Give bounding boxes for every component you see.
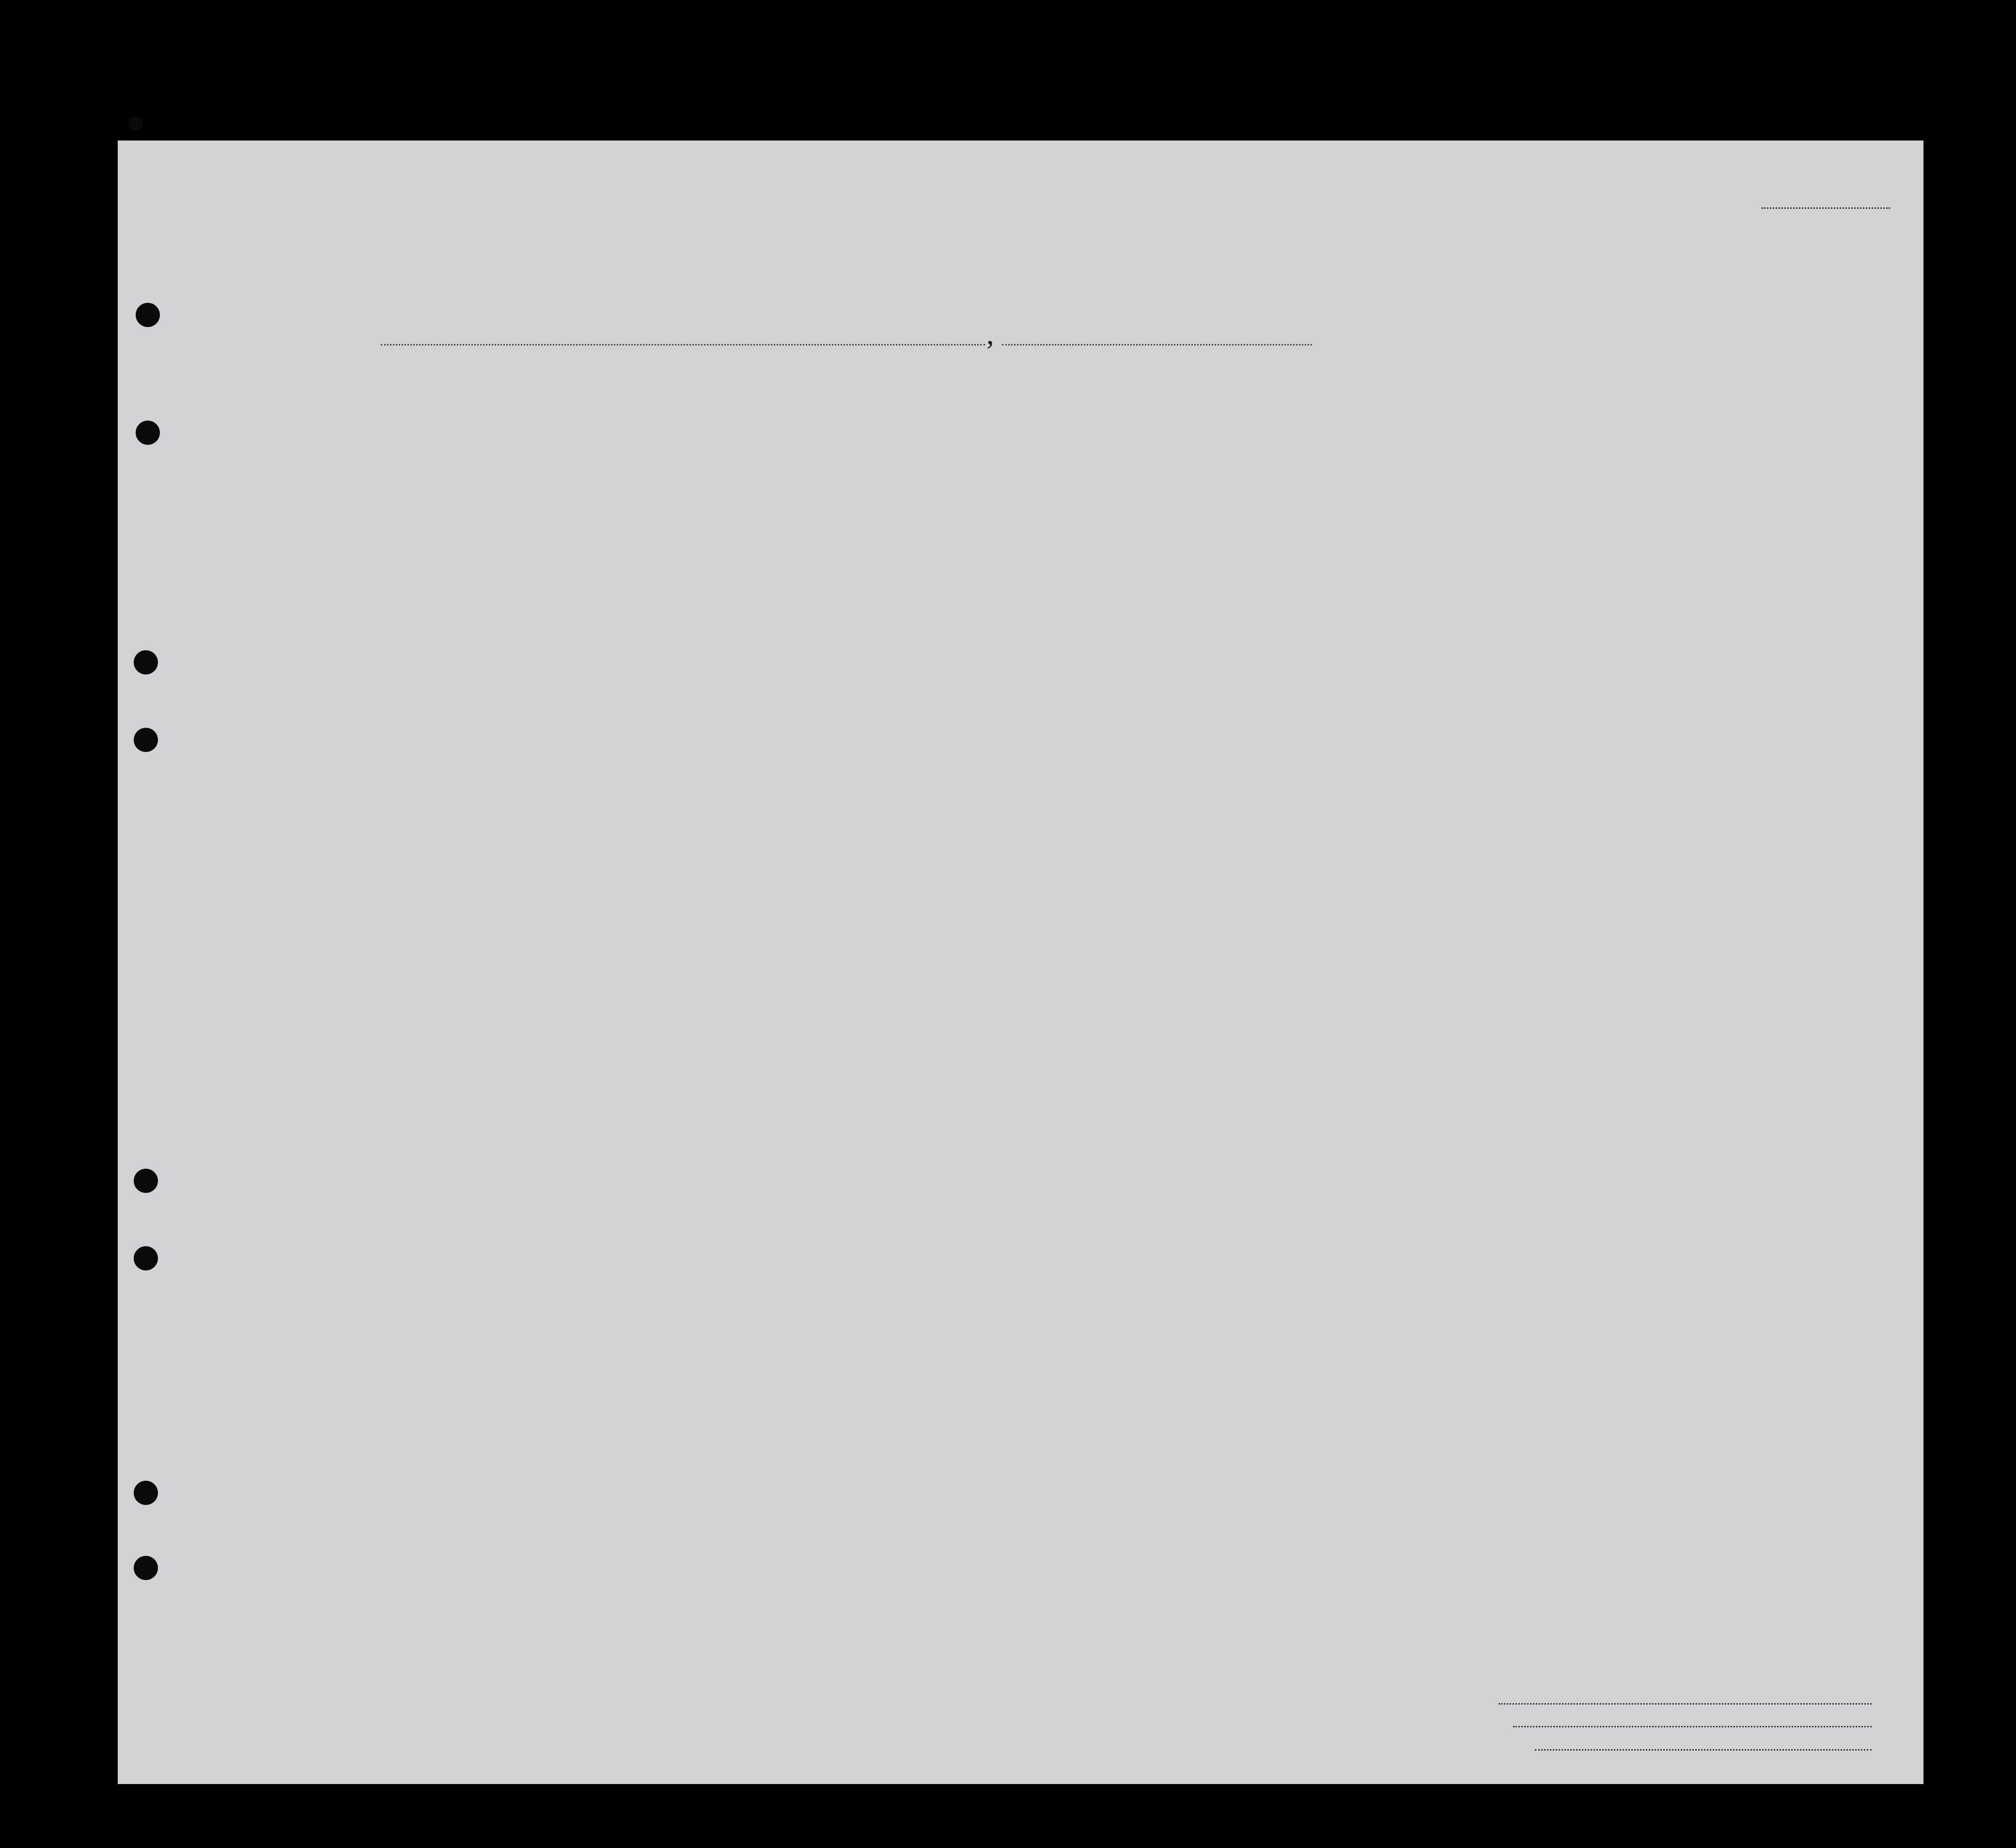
manifest-form-page: [118, 141, 1923, 1784]
heading-excluded-deported: [1420, 402, 1437, 664]
heading-intends-to-return: [1164, 434, 1191, 661]
binder-hole: [134, 1481, 158, 1505]
binder-hole: [136, 421, 160, 445]
heading-overthrow-government: [1336, 402, 1375, 664]
heading-intends-citizenship: [1226, 434, 1248, 661]
manifest-table-grid: [118, 141, 1923, 1784]
binder-hole: [134, 650, 158, 674]
local-agents-field[interactable]: [1535, 1749, 1872, 1751]
heading-prison-almshouse: [1257, 402, 1286, 664]
line-field[interactable]: [1499, 1703, 1872, 1705]
comma-separator: ,: [986, 318, 994, 351]
heading-length-of-stay: [1196, 434, 1218, 661]
binder-hole: [128, 116, 143, 131]
binder-hole: [134, 1556, 158, 1580]
binder-hole: [134, 1169, 158, 1193]
heading-offer-to-labor: [1387, 402, 1416, 664]
owners-field[interactable]: [1513, 1726, 1872, 1727]
heading-arrested-deported: [1443, 402, 1459, 664]
binder-hole: [134, 728, 158, 752]
binder-hole: [136, 303, 160, 327]
binder-hole: [134, 1246, 158, 1270]
